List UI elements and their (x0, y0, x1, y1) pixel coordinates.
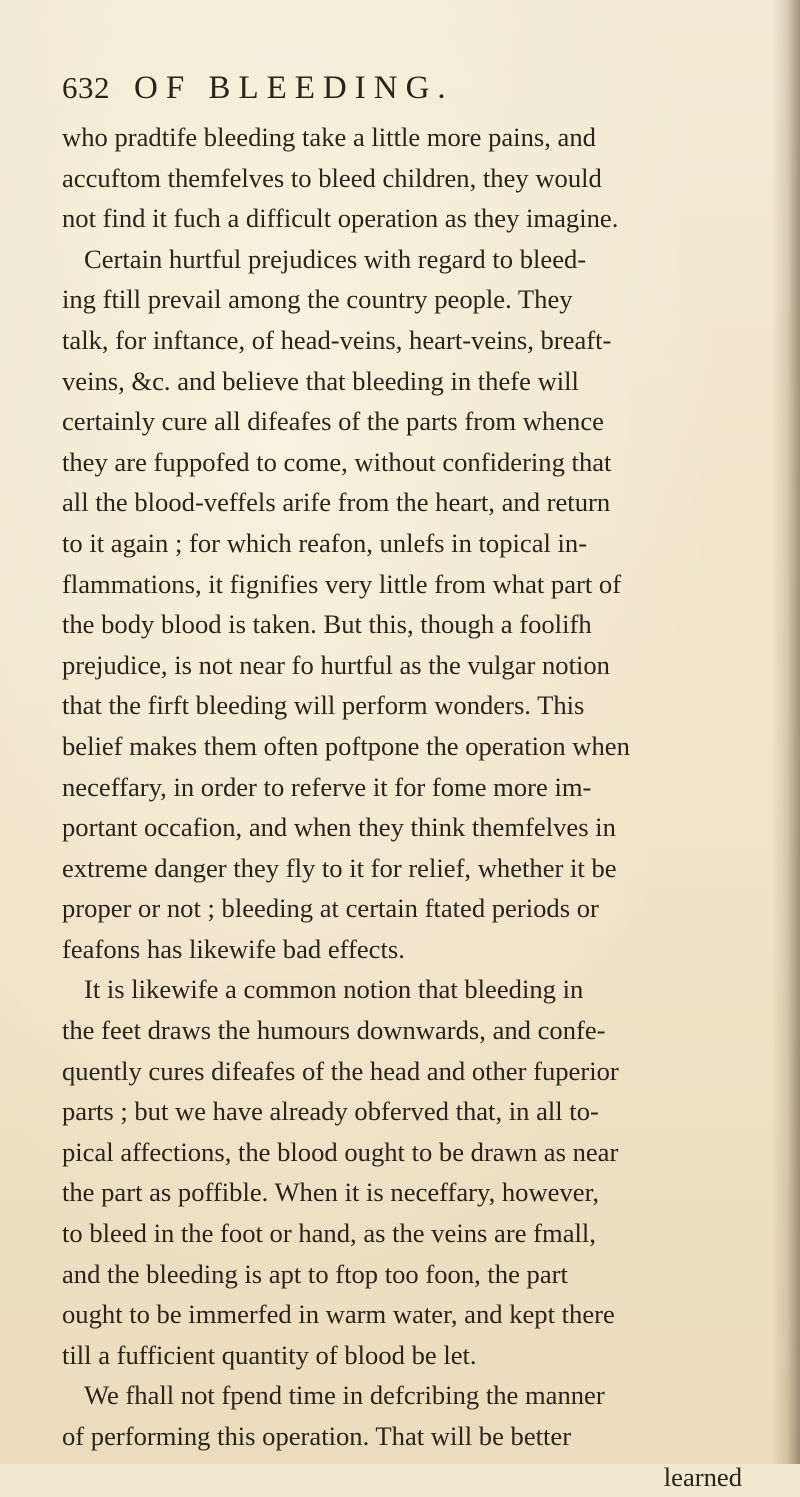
text-line: parts ; but we have already obferved that, in all to- (62, 1096, 599, 1127)
body-text (62, 117, 752, 1497)
text-line: belief makes them often poftpone the operation when (62, 730, 630, 761)
text-line: of performing this operation. That will be better (62, 1421, 572, 1451)
text-line: who pradtife bleeding take a little more pains, and (62, 122, 596, 152)
text-line: feafons has likewife bad effects. (62, 933, 405, 964)
text-line: all the blood-veffels arife from the heart, and return (62, 487, 611, 518)
text-line: accuftom themfelves to bleed children, they would (62, 162, 602, 193)
text-line: flammations, it fignifies very little from what part of (62, 568, 622, 599)
text-line: quently cures difeafes of the head and other fuperior (62, 1055, 619, 1086)
text-line: neceffary, in order to referve it for fome more im- (62, 771, 592, 802)
text-line: the body blood is taken. But this, though a foolifh (62, 609, 592, 640)
text-line: and the bleeding is apt to ftop too foon, the part (62, 1258, 568, 1289)
page-edge-shadow (772, 0, 800, 1464)
text-line: the feet draws the humours downwards, and confe- (62, 1015, 606, 1046)
page-number: 632 (62, 70, 110, 105)
text-line: till a fufficient quantity of blood be let. (62, 1339, 477, 1370)
text-line: extreme danger they fly to it for relief, whether it be (62, 852, 617, 883)
running-title: OF BLEEDING. (134, 70, 454, 106)
text-line: to bleed in the foot or hand, as the veins are fmall, (62, 1218, 596, 1249)
paragraph-start-line: It is likewife a common notion that bleeding in (84, 974, 584, 1005)
text-line: the part as poffible. When it is neceffary, however, (62, 1177, 600, 1208)
text-line: portant occafion, and when they think themfelves in (62, 812, 616, 843)
catchword: learned (663, 1461, 742, 1492)
text-line: proper or not ; bleeding at certain ftated periods or (62, 893, 599, 924)
text-line: veins, &c. and believe that bleeding in thefe will (62, 365, 579, 396)
text-line: not find it fuch a difficult operation as they imagine. (62, 203, 619, 234)
paragraph-start-line: We fhall not fpend time in defcribing the manner (84, 1380, 605, 1411)
text-line: ing ftill prevail among the country people. They (62, 284, 573, 315)
text-line: they are fuppofed to come, without confidering that (62, 446, 612, 477)
paragraph-start-line: Certain hurtful prejudices with regard to bleed- (84, 243, 587, 274)
text-line: talk, for inftance, of head-veins, heart-veins, breaft- (62, 324, 612, 355)
text-line: to it again ; for which reafon, unlefs in topical in- (62, 527, 588, 558)
text-line: certainly cure all difeafes of the parts from whence (62, 406, 604, 437)
text-line: that the firft bleeding will perform wonders. This (62, 690, 585, 721)
text-line: pical affections, the blood ought to be drawn as near (62, 1136, 619, 1167)
text-line: ought to be immerfed in warm water, and kept there (62, 1299, 615, 1330)
page-header (62, 70, 742, 120)
text-line: prejudice, is not near fo hurtful as the vulgar notion (62, 649, 610, 680)
